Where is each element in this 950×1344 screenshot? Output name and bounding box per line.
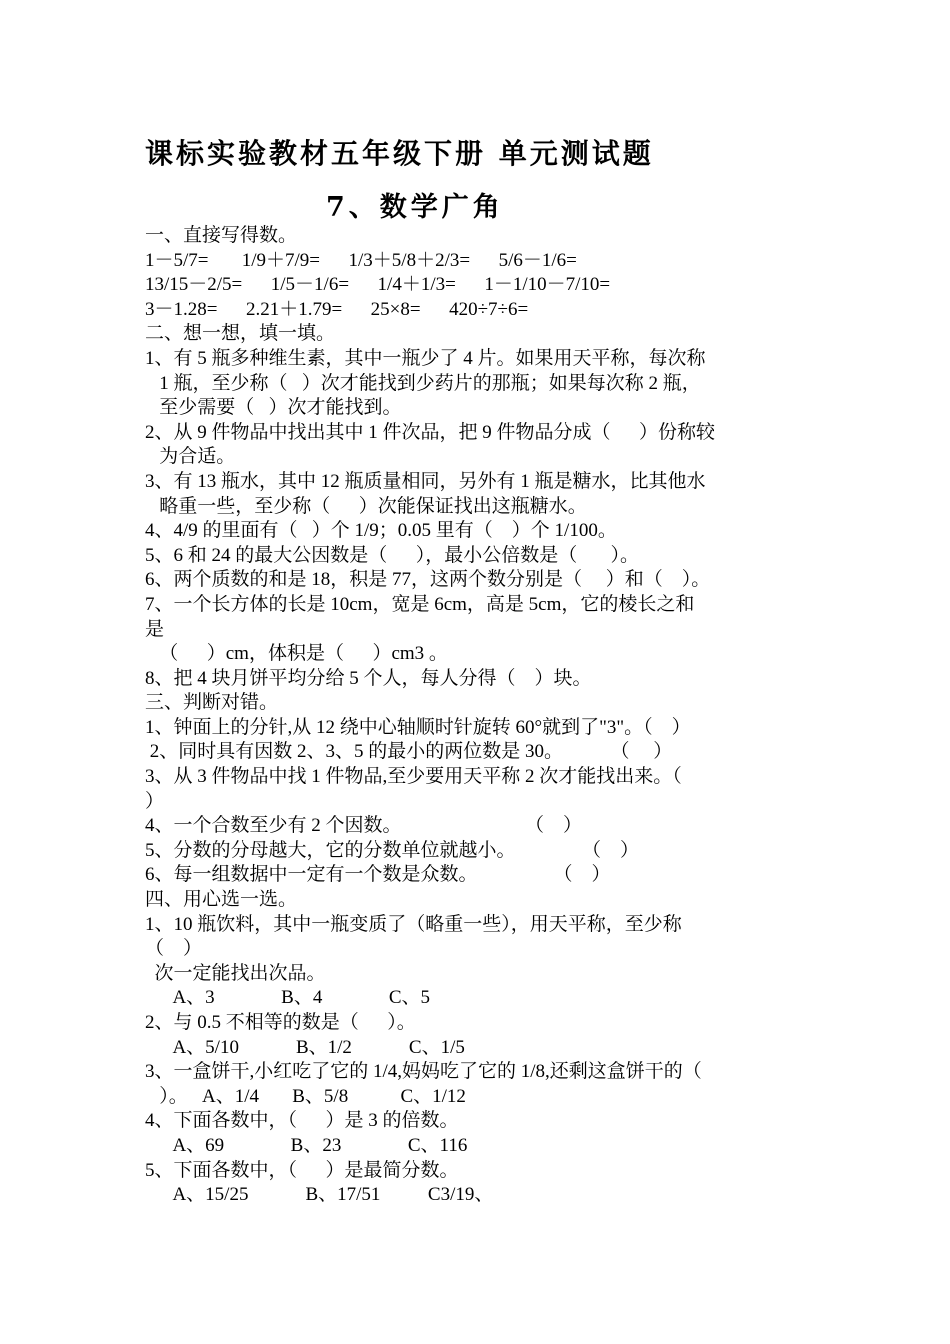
question-line: 6、两个质数的和是 18，积是 77，这两个数分别是（ ）和（ ）。 (145, 569, 711, 591)
section-heading-3: 三、判断对错。 (145, 692, 279, 714)
choice-options: A、69 B、23 C、116 (145, 1134, 468, 1156)
question-line: 1、10 瓶饮料，其中一瓶变质了（略重一些），用天平称，至少称 (145, 913, 682, 935)
question-line: ） (145, 790, 165, 812)
section-heading-4: 四、用心选一选。 (145, 889, 298, 911)
document-subtitle: 7、数学广角 (326, 192, 504, 223)
calc-row-3: 3－1.28= 2.21＋1.79= 25×8= 420÷7÷6= (145, 298, 529, 320)
choice-options: A、15/25 B、17/51 C3/19、 (145, 1184, 494, 1206)
question-line: （ ）cm，体积是（ ）cm3 。 (145, 643, 448, 665)
section-heading-1: 一、直接写得数。 (145, 225, 298, 246)
question-line: 4、一个合数至少有 2 个因数。 （ ） (145, 815, 583, 837)
choice-options: A、3 B、4 C、5 (145, 987, 431, 1009)
question-line: 8、把 4 块月饼平均分给 5 个人，每人分得（ ）块。 (145, 667, 592, 689)
choice-options: A、5/10 B、1/2 C、1/5 (145, 1036, 465, 1058)
question-line: 2、从 9 件物品中找出其中 1 件次品，把 9 件物品分成（ ）份称较 (145, 421, 716, 443)
section-heading-2: 二、想一想，填一填。 (145, 323, 336, 345)
question-line: 5、分数的分母越大，它的分数单位就越小。 （ ） (145, 839, 640, 861)
question-line: 1 瓶，至少称（ ）次才能找到少药片的那瓶；如果每次称 2 瓶， (145, 372, 701, 394)
question-line: 略重一些，至少称（ ）次能保证找出这瓶糖水。 (145, 495, 587, 517)
question-line: 5、下面各数中，（ ）是最简分数。 (145, 1159, 459, 1181)
question-line: （ ） (145, 938, 203, 960)
question-line: ）。 A、1/4 B、5/8 C、1/12 (145, 1085, 466, 1107)
question-line: 3、从 3 件物品中找 1 件物品,至少要用天平称 2 次才能找出来。（ (145, 766, 682, 788)
question-line: 次一定能找出次品。 (145, 962, 326, 984)
question-line: 至少需要（ ）次才能找到。 (145, 397, 402, 419)
question-line: 2、同时具有因数 2、3、5 的最小的两位数是 30。 （ ） (145, 741, 673, 763)
question-line: 5、6 和 24 的最大公因数是（ ），最小公倍数是（ ）。 (145, 544, 640, 566)
question-line: 3、有 13 瓶水，其中 12 瓶质量相同，另外有 1 瓶是糖水，比其他水 (145, 470, 706, 492)
question-line: 3、一盒饼干,小红吃了它的 1/4,妈妈吃了它的 1/8,还剩这盒饼干的（ (145, 1061, 702, 1083)
document-title: 课标实验教材五年级下册 单元测试题 (145, 137, 654, 170)
question-line: 1、钟面上的分针,从 12 绕中心轴顺时针旋转 60°就到了"3"。（ ） (145, 716, 691, 738)
question-list (145, 224, 810, 1208)
question-line: 是 (145, 618, 165, 640)
question-line: 4、4/9 的里面有（ ）个 1/9；0.05 里有（ ）个 1/100。 (145, 520, 617, 542)
calc-row-1: 1－5/7= 1/9＋7/9= 1/3＋5/8＋2/3= 5/6－1/6= (145, 249, 577, 271)
question-line: 1、有 5 瓶多种维生素，其中一瓶少了 4 片。如果用天平称，每次称 (145, 347, 706, 369)
question-line: 4、下面各数中，（ ）是 3 的倍数。 (145, 1110, 459, 1132)
question-line: 7、一个长方体的长是 10cm，宽是 6cm，高是 5cm，它的棱长之和 (145, 593, 695, 615)
question-line: 2、与 0.5 不相等的数是（ ）。 (145, 1012, 416, 1033)
question-line: 为合适。 (145, 446, 236, 468)
calc-row-2: 13/15－2/5= 1/5－1/6= 1/4＋1/3= 1－1/10－7/10= (145, 274, 611, 296)
question-line: 6、每一组数据中一定有一个数是众数。 （ ） (145, 864, 611, 886)
